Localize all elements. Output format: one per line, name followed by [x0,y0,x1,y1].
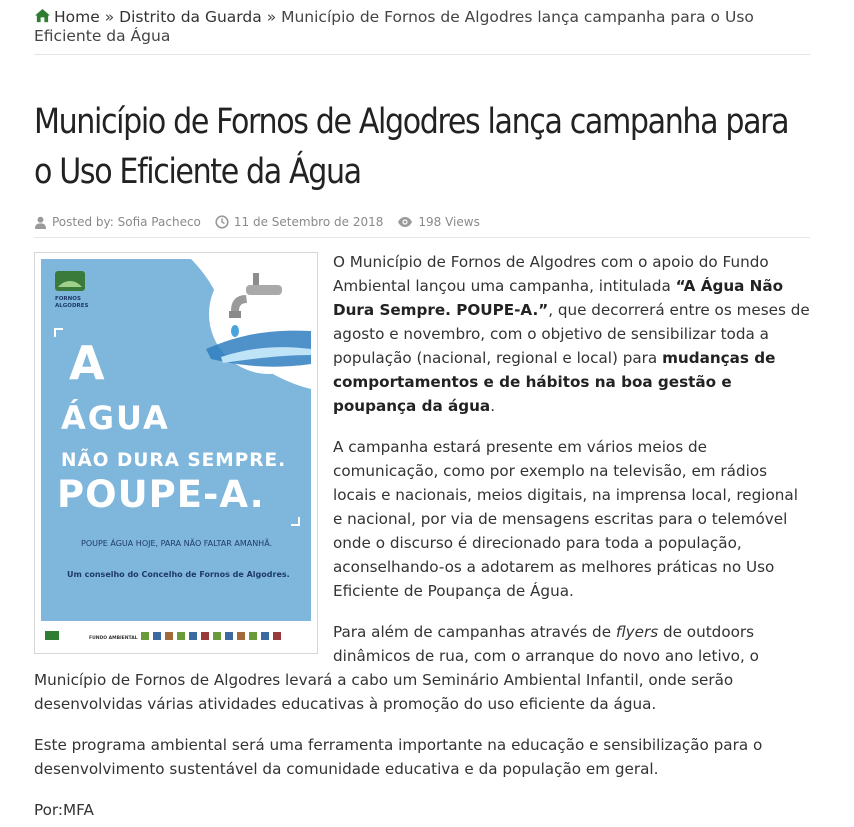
poster-sub2: Um conselho do Concelho de Fornos de Algodres. [67,570,290,579]
poster-logo-line2: ALGODRES [55,303,89,309]
meta-views [397,215,479,229]
paragraph-2: A campanha estará presente em vários meios de comunicação, como por exemplo na televisão, em rádios locais e nacionais, meios digitais, na imprensa local, regional e nacional, por via de mensagens escritas para o telemóvel onde o discurso é direcionado para toda a população, aconselhando-os a adotarem as melhores práticas no Uso Eficiente de Poupança de Água. [333,438,798,600]
campaign-poster-image [41,259,311,647]
breadcrumb-district-link[interactable]: Distrito da Guarda [119,8,262,26]
poster-line-nao: NÃO DURA SEMPRE. [61,450,287,471]
poster-line-a: A [69,336,105,390]
p1-bold-2: mudanças de comportamentos e de hábitos na boa gestão e poupança da água [333,349,776,415]
p1-bold-1: “A Água Não Dura Sempre. POUPE-A.” [333,277,784,319]
home-icon [34,8,51,23]
date-text: 11 de Setembro de 2018 [233,215,384,229]
user-icon [34,216,47,229]
post-meta [34,215,810,238]
poster-line-agua: ÁGUA [61,399,170,437]
article-body [34,250,810,822]
breadcrumb-current: Município de Fornos de Algodres lança campanha para o Uso Eficiente da Água [34,8,754,45]
page-title: Município de Fornos de Algodres lança campanha para o Uso Eficiente da Água [34,102,789,192]
poster-sub1: POUPE ÁGUA HOJE, PARA NÃO FALTAR AMANHÃ. [81,539,273,548]
poster-logo-line1: FORNOS [55,296,81,302]
meta-date [215,215,383,229]
breadcrumb-separator: » [266,8,277,26]
author-link[interactable]: Posted by: Sofia Pacheco [52,215,201,229]
p1-text-1: O Município de Fornos de Algodres com o apoio do Fundo Ambiental lançou uma campanha, intitulada [333,253,769,295]
signature: Por:MFA [34,801,94,819]
paragraph-4: Este programa ambiental será uma ferramenta importante na educação e sensibilização para o desenvolvimento sustentável da comunidade educativa e da população em geral. [34,736,763,778]
poster-footer: FUNDO AMBIENTAL [89,636,138,641]
views-text: 198 Views [418,215,480,229]
p3-text-1: Para além de campanhas através de [333,623,616,641]
eye-icon [397,216,413,228]
p1-text-3: . [490,397,496,415]
meta-author [34,215,201,229]
p1-text-2: , que decorrerá entre os meses de agosto e novembro, com o objetivo de sensibilizar toda a população (nacional, regional e local) para [333,301,810,367]
poster-line-poupe: POUPE-A. [57,473,265,516]
p3-text-2: de outdoors dinâmicos de rua, com o arranque do novo ano letivo, o Município de Fornos de Algodres levará a cabo um Seminário Ambiental Infantil, onde serão desenvolvidas várias atividades educativas à promoção do uso eficiente da água. [34,623,759,713]
breadcrumb-home-link[interactable]: Home [54,8,100,26]
p3-emphasis: flyers [615,623,659,641]
page [34,0,810,822]
breadcrumb [34,0,810,55]
campaign-poster[interactable] [34,252,318,654]
clock-icon [215,215,229,229]
breadcrumb-separator: » [104,8,115,26]
